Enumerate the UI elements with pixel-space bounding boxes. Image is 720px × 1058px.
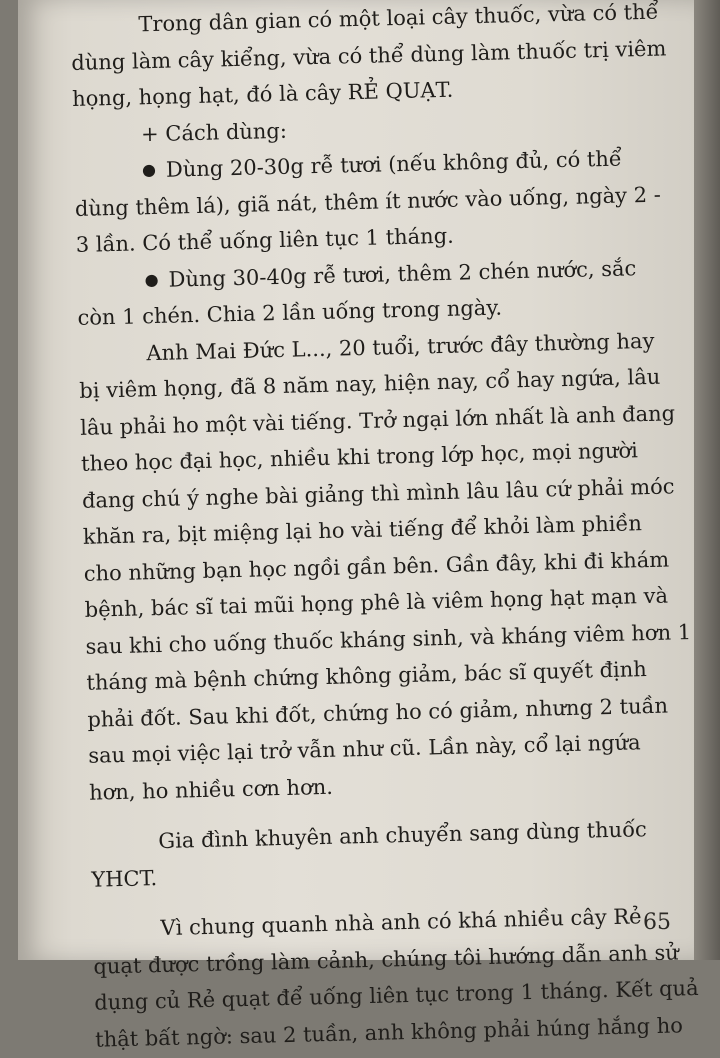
text-line: dùng thêm lá), giã nát, thêm ít nước vào uống, ngày 2 - bbox=[74, 182, 662, 221]
text-line: Anh Mai Đức L..., 20 tuổi, trước đây thường hay bbox=[146, 328, 655, 365]
text-line: sau khi cho uống thuốc kháng sinh, và kháng viêm hơn 1 bbox=[85, 619, 692, 659]
text-line: Trong dân gian có một loại cây thuốc, vừa có thể bbox=[138, 0, 659, 37]
text-line: họng, họng hạt, đó là cây RẺ QUẠT. bbox=[71, 77, 454, 111]
text-line: YHCT. bbox=[90, 865, 158, 892]
text-line: bệnh, bác sĩ tai mũi họng phê là viêm họng hạt mạn và bbox=[84, 583, 669, 622]
text-line: Vì chung quanh nhà anh có khá nhiều cây Rẻ bbox=[160, 904, 642, 941]
text-line: quạt được trồng làm cảnh, chúng tôi hướng dẫn anh sử bbox=[93, 939, 679, 979]
text-line: khăn ra, bịt miệng lại ho vài tiếng để khỏi làm phiền bbox=[82, 511, 643, 549]
bullet-icon: ● bbox=[141, 159, 157, 180]
text-line: sau mọi việc lại trở vẫn như cũ. Lần này, cổ lại ngứa bbox=[87, 730, 641, 768]
text-line: lâu phải ho một vài tiếng. Trở ngại lớn nhất là anh đang bbox=[79, 400, 676, 440]
page-edge-shadow bbox=[694, 0, 720, 960]
bullet-text: Dùng 30-40g rễ tươi, thêm 2 chén nước, sắc bbox=[168, 255, 637, 292]
text-line: dụng củ Rẻ quạt để uống liên tục trong 1 tháng. Kết quả bbox=[94, 975, 699, 1015]
text-line: hơn, ho nhiều cơn hơn. bbox=[88, 774, 334, 805]
text-line: cho những bạn học ngồi gần bên. Gần đây, khi đi khám bbox=[83, 547, 670, 586]
page-body bbox=[70, 0, 699, 1058]
text-line: theo học đại học, nhiều khi trong lớp học, mọi người bbox=[80, 438, 639, 476]
bullet-icon: ● bbox=[144, 269, 159, 289]
bullet-text: Dùng 20-30g rễ tươi (nếu không đủ, có thể bbox=[165, 146, 623, 182]
text-line: tháng mà bệnh chứng không giảm, bác sĩ quyết định bbox=[86, 657, 648, 695]
book-page bbox=[18, 0, 699, 1052]
page-number: 65 bbox=[643, 910, 671, 935]
text-line: dùng làm cây kiểng, vừa có thể dùng làm thuốc trị viêm bbox=[71, 35, 667, 75]
text-line: thật bất ngờ: sau 2 tuần, anh không phải húng hắng ho bbox=[94, 1012, 684, 1052]
text-line: Gia đình khuyên anh chuyển sang dùng thuốc bbox=[158, 817, 648, 854]
usage-heading: + Cách dùng: bbox=[140, 118, 288, 146]
text-line: 3 lần. Có thể uống liên tục 1 tháng. bbox=[75, 223, 455, 257]
text-line: bị viêm họng, đã 8 năm nay, hiện nay, cổ hay ngứa, lâu bbox=[79, 364, 661, 403]
text-line: còn 1 chén. Chia 2 lần uống trong ngày. bbox=[77, 295, 503, 330]
text-line: phải đốt. Sau khi đốt, chứng ho có giảm, nhưng 2 tuần bbox=[87, 693, 669, 732]
text-line: đang chú ý nghe bài giảng thì mình lâu lâu cứ phải móc bbox=[81, 473, 675, 513]
